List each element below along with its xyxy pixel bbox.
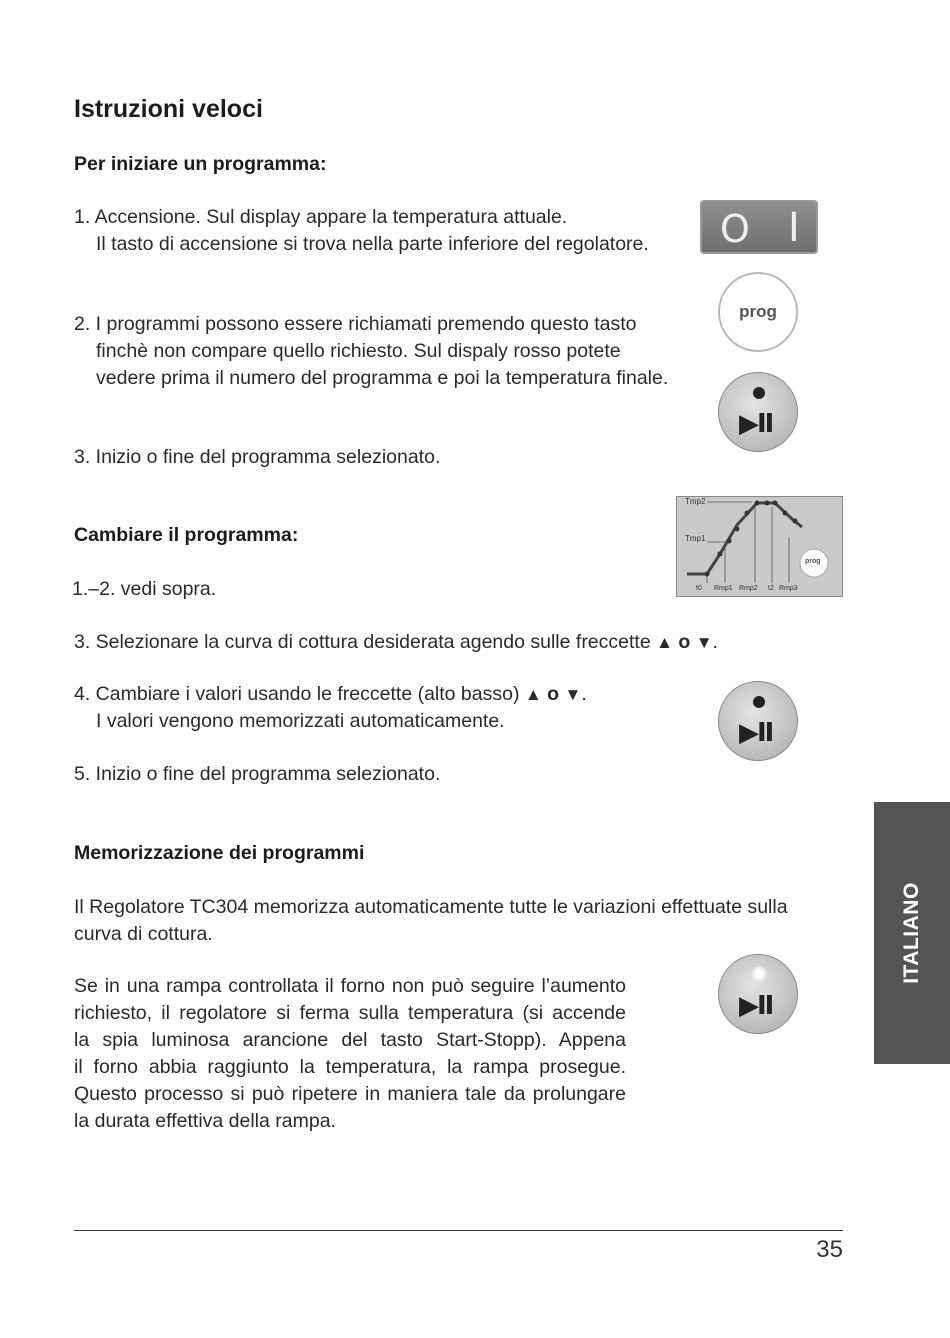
memory-paragraph-1 <box>74 894 788 948</box>
play-pause-icon: ▶II <box>739 409 773 439</box>
page-number: 35 <box>816 1236 843 1263</box>
language-tab-label: ITALIANO <box>900 882 923 984</box>
or-label: o <box>678 631 691 653</box>
memory-p2-line: la durata effettiva della rampa. <box>74 1110 336 1132</box>
arrow-down-icon: ▼ <box>564 685 582 704</box>
change-step3-text <box>74 629 718 656</box>
change-step5-text: 5. Inizio o fine del programma selezionato. <box>74 763 441 785</box>
diagram-label-tmp1: Tmp1 <box>685 534 706 543</box>
memory-p1-line2: curva di cottura. <box>74 923 213 945</box>
diagram-label-rmp2: Rmp2 <box>739 585 758 592</box>
firing-curve-diagram <box>676 496 843 597</box>
step1-line2: Il tasto di accensione si trova nella parte inferiore del regolatore. <box>96 233 649 255</box>
memory-p2-line: il forno abbia raggiunto la temperatura, la rampa prosegue. <box>74 1056 626 1078</box>
play-pause-button-image <box>718 372 798 452</box>
period: . <box>712 631 718 653</box>
led-lit-icon <box>751 966 767 982</box>
play-pause-button-lit-image <box>718 954 798 1034</box>
change-step4-line2: I valori vengono memorizzati automaticamente. <box>96 710 505 732</box>
play-pause-button-image <box>718 681 798 761</box>
curve-points <box>705 501 798 577</box>
diagram-label-tmp2: Tmp2 <box>685 497 706 506</box>
footer-rule <box>74 1230 843 1231</box>
diagram-label-prog: prog <box>805 558 821 565</box>
play-pause-icon: ▶II <box>739 718 773 748</box>
step2-line2: finchè non compare quello richiesto. Sul dispaly rosso potete <box>96 340 621 362</box>
firing-curve-svg <box>677 497 842 596</box>
diagram-label-t2: t2 <box>768 585 774 592</box>
or-label: o <box>547 683 560 705</box>
change-step4-body: 4. Cambiare i valori usando le freccette (alto basso) <box>74 683 520 705</box>
led-icon <box>753 696 765 708</box>
step2-line3: vedere prima il numero del programma e poi la temperatura finale. <box>96 367 669 389</box>
memory-p2-line: Se in una rampa controllata il forno non può seguire l’aumento <box>74 975 626 997</box>
diagram-label-rmp1: Rmp1 <box>714 585 733 592</box>
arrow-down-icon: ▼ <box>695 633 713 652</box>
step1-line1: 1. Accensione. Sul display appare la temperatura attuale. <box>74 206 568 228</box>
arrow-up-icon: ▲ <box>656 633 673 652</box>
step2-line1: 2. I programmi possono essere richiamati premendo questo tasto <box>74 313 637 335</box>
memory-p2-line: la spia luminosa arancione del tasto Start-Stopp). Appena <box>74 1029 626 1051</box>
prog-button-image <box>718 272 798 352</box>
switch-on-symbol: I <box>788 205 800 251</box>
memory-paragraph-2 <box>74 973 626 1135</box>
led-icon <box>753 387 765 399</box>
arrow-up-icon: ▲ <box>524 685 542 704</box>
memory-p2-line: Questo processo si può ripetere in maniera tale da prolungare <box>74 1083 626 1105</box>
section-title-change-program: Cambiare il programma: <box>74 524 299 546</box>
page-title: Istruzioni veloci <box>74 95 263 123</box>
switch-off-symbol: O <box>720 207 750 251</box>
section-title-memory: Memorizzazione dei programmi <box>74 842 365 864</box>
memory-p1-line1: Il Regolatore TC304 memorizza automaticamente tutte le variazioni effettuate sulla <box>74 896 788 918</box>
language-side-tab <box>874 802 950 1064</box>
diagram-label-t0: t0 <box>696 585 702 592</box>
step3-text: 3. Inizio o fine del programma selezionato. <box>74 446 441 468</box>
change-step4-text <box>74 681 587 735</box>
memory-p2-line: richiesto, il regolatore si ferma sulla temperatura (si accende <box>74 1002 626 1024</box>
diagram-label-rmp3: Rmp3 <box>779 585 798 592</box>
prog-button-label: prog <box>739 302 777 321</box>
period: . <box>581 683 587 705</box>
play-pause-icon: ▶II <box>739 991 773 1021</box>
section-title-start-program: Per iniziare un programma: <box>74 153 327 175</box>
step2-text <box>74 311 668 392</box>
change-step12-text: 1.–2. vedi sopra. <box>72 578 217 600</box>
power-switch-image <box>700 200 818 254</box>
step1-text <box>74 204 649 258</box>
change-step3-body: 3. Selezionare la curva di cottura desiderata agendo sulle freccette <box>74 631 651 653</box>
